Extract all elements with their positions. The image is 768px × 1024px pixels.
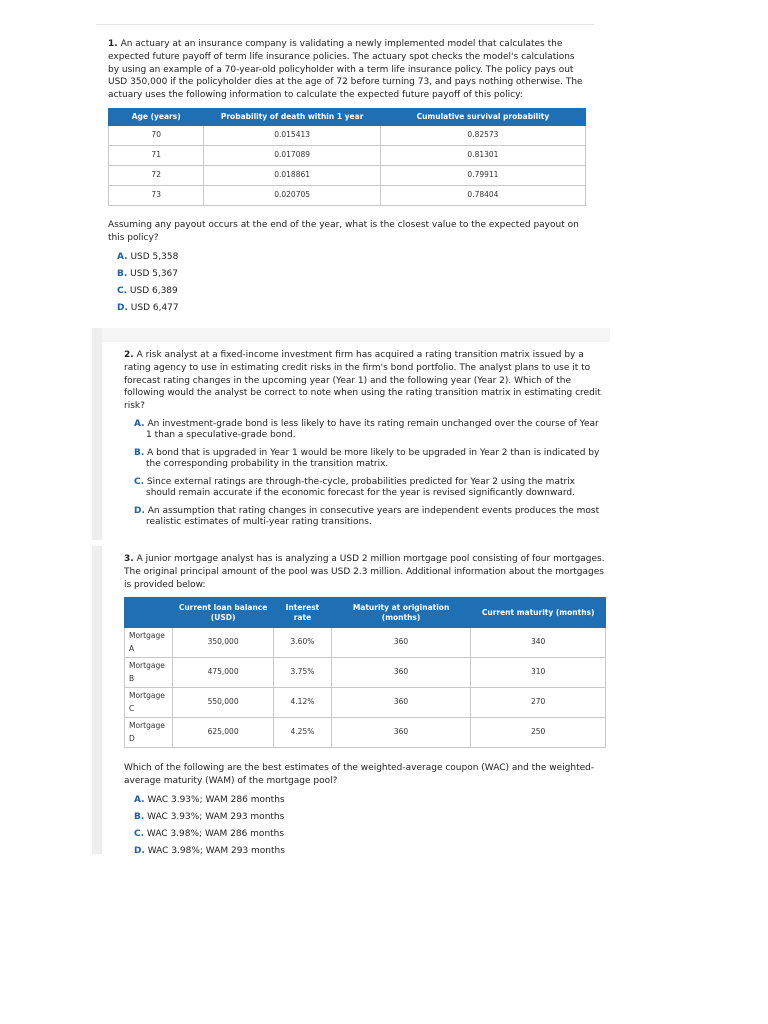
- option-letter: C.: [134, 828, 145, 839]
- question-2: [124, 349, 602, 535]
- table-cell: 0.79911: [380, 165, 585, 185]
- table-cell: 0.020705: [204, 185, 380, 205]
- question-1: [108, 38, 586, 317]
- table-cell: 0.81301: [380, 145, 585, 165]
- option-d[interactable]: [134, 843, 606, 860]
- table-row: [109, 165, 586, 185]
- option-text: A bond that is upgraded in Year 1 would be more likely to be upgraded in Year 2 than is indicated by the corresponding probability in the transition matrix.: [146, 447, 600, 469]
- option-text: WAC 3.98%; WAM 293 months: [147, 845, 285, 856]
- table-cell: Mortgage D: [125, 718, 173, 748]
- table-cell: 550,000: [173, 688, 274, 718]
- table-header: Probability of death within 1 year: [204, 108, 380, 125]
- option-text: USD 5,367: [130, 268, 179, 279]
- option-b[interactable]: [117, 266, 586, 283]
- option-letter: B.: [134, 447, 145, 458]
- option-c[interactable]: [134, 477, 602, 499]
- table-row: [109, 125, 586, 145]
- table-cell: Mortgage B: [125, 658, 173, 688]
- table-cell: 0.015413: [204, 125, 380, 145]
- option-a[interactable]: [134, 792, 606, 809]
- option-letter: A.: [134, 794, 145, 805]
- table-cell: 71: [109, 145, 204, 165]
- table-row: [125, 658, 606, 688]
- top-divider: [96, 24, 594, 25]
- table-cell: 3.75%: [274, 658, 332, 688]
- question-number: 3.: [124, 554, 134, 564]
- option-text: USD 5,358: [130, 251, 179, 262]
- option-letter: C.: [117, 285, 128, 296]
- page-margin-stripe: [92, 546, 102, 854]
- table-header: Cumulative survival probability: [380, 108, 585, 125]
- table-header: Age (years): [109, 108, 204, 125]
- question-2-stem: [124, 349, 602, 413]
- q3-table: [124, 597, 606, 748]
- question-3-stem: [124, 553, 606, 591]
- table-cell: 360: [331, 718, 470, 748]
- table-cell: 0.017089: [204, 145, 380, 165]
- table-cell: 360: [331, 688, 470, 718]
- table-cell: Mortgage C: [125, 688, 173, 718]
- table-cell: 72: [109, 165, 204, 185]
- table-cell: 0.018861: [204, 165, 380, 185]
- option-letter: B.: [134, 811, 145, 822]
- table-row: [125, 628, 606, 658]
- table-cell: 360: [331, 628, 470, 658]
- page-gap: [102, 328, 610, 342]
- option-a[interactable]: [134, 419, 602, 441]
- option-c[interactable]: [134, 826, 606, 843]
- option-text: An assumption that rating changes in consecutive years are independent events produces the most realistic estimates of multi-year rating transitions.: [146, 505, 600, 527]
- table-cell: 360: [331, 658, 470, 688]
- option-text: USD 6,477: [130, 302, 179, 313]
- option-letter: B.: [117, 268, 128, 279]
- table-row: [109, 145, 586, 165]
- option-text: WAC 3.98%; WAM 286 months: [146, 828, 285, 839]
- question-prompt: Assuming any payout occurs at the end of the year, what is the closest value to the expected payout on this policy?: [108, 219, 579, 243]
- table-header: Maturity at origination (months): [331, 598, 470, 628]
- question-text: A risk analyst at a fixed-income investment firm has acquired a rating transition matrix issued by a rating agency to use in estimating credit risks in the firm's bond portfolio. The analyst plans to use it to forecast rating changes in the upcoming year (Year 1) and the following year (Year 2). Which of the following would the analyst be correct to note when using the rating transition matrix in estimating credit risk?: [124, 350, 601, 412]
- option-b[interactable]: [134, 448, 602, 470]
- option-text: USD 6,389: [129, 285, 178, 296]
- table-row: [125, 688, 606, 718]
- table-cell: 0.78404: [380, 185, 585, 205]
- table-row: [125, 718, 606, 748]
- question-prompt: Which of the following are the best estimates of the weighted-average coupon (WAC) and the weighted-average maturity (WAM) of the mortgage pool?: [124, 763, 595, 787]
- option-c[interactable]: [117, 283, 586, 300]
- table-cell: Mortgage A: [125, 628, 173, 658]
- option-text: Since external ratings are through-the-cycle, probabilities predicted for Year 2 using the matrix should remain accurate if the economic forecast for the year is revised significantly downward.: [146, 476, 576, 498]
- table-cell: 270: [471, 688, 606, 718]
- option-text: WAC 3.93%; WAM 286 months: [147, 794, 285, 805]
- table-cell: 4.12%: [274, 688, 332, 718]
- question-text: A junior mortgage analyst has is analyzing a USD 2 million mortgage pool consisting of four mortgages. The original principal amount of the pool was USD 2.3 million. Additional information about the mortgages is provided below:: [124, 554, 605, 590]
- option-text: WAC 3.93%; WAM 293 months: [147, 811, 285, 822]
- question-number: 2.: [124, 350, 134, 360]
- option-b[interactable]: [134, 809, 606, 826]
- table-cell: 3.60%: [274, 628, 332, 658]
- option-letter: D.: [134, 845, 145, 856]
- q1-table: [108, 108, 586, 206]
- question-1-stem: [108, 38, 586, 102]
- table-cell: 0.82573: [380, 125, 585, 145]
- question-number: 1.: [108, 39, 118, 49]
- table-cell: 250: [471, 718, 606, 748]
- option-text: An investment-grade bond is less likely to have its rating remain unchanged over the course of Year 1 than a speculative-grade bond.: [146, 418, 599, 440]
- option-letter: C.: [134, 476, 145, 487]
- table-cell: 350,000: [173, 628, 274, 658]
- table-cell: 310: [471, 658, 606, 688]
- table-cell: 73: [109, 185, 204, 205]
- question-3: [124, 553, 606, 860]
- page-margin-stripe: [92, 328, 102, 540]
- table-header: Current loan balance (USD): [173, 598, 274, 628]
- table-header: Interest rate: [274, 598, 332, 628]
- answer-options: [108, 249, 586, 317]
- table-cell: 70: [109, 125, 204, 145]
- table-cell: 625,000: [173, 718, 274, 748]
- option-letter: A.: [117, 251, 128, 262]
- option-d[interactable]: [117, 300, 586, 317]
- table-cell: 4.25%: [274, 718, 332, 748]
- option-a[interactable]: [117, 249, 586, 266]
- table-cell: 475,000: [173, 658, 274, 688]
- option-letter: D.: [117, 302, 128, 313]
- option-letter: D.: [134, 505, 145, 516]
- table-cell: 340: [471, 628, 606, 658]
- option-letter: A.: [134, 418, 145, 429]
- answer-options: [124, 419, 602, 528]
- table-row: [109, 185, 586, 205]
- table-header: [125, 598, 173, 628]
- table-header: Current maturity (months): [471, 598, 606, 628]
- answer-options: [124, 792, 606, 860]
- question-text: An actuary at an insurance company is validating a newly implemented model that calculates the expected future payoff of term life insurance policies. The actuary spot checks the model's calculations by using an example of a 70-year-old policyholder with a term life insurance policy. The policy pays out USD 350,000 if the policyholder dies at the age of 72 before turning 73, and pays nothing otherwise. The actuary uses the following information to calculate the expected future payoff of this policy:: [108, 39, 583, 101]
- option-d[interactable]: [134, 506, 602, 528]
